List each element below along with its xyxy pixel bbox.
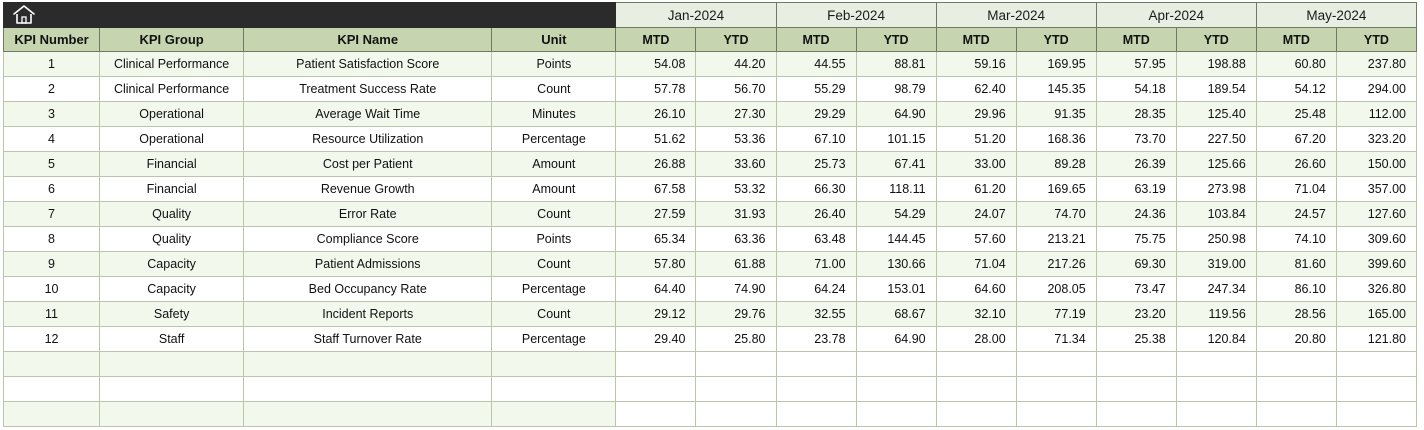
- cell-value: 67.58: [616, 177, 696, 202]
- cell-value: 319.00: [1176, 252, 1256, 277]
- cell-value: 71.00: [776, 252, 856, 277]
- cell-kpi-name: Staff Turnover Rate: [244, 327, 492, 352]
- cell-empty: [492, 402, 616, 427]
- table-row-empty: [4, 377, 1417, 402]
- cell-value: 208.05: [1016, 277, 1096, 302]
- cell-kpi-group: Capacity: [100, 277, 244, 302]
- cell-empty: [936, 377, 1016, 402]
- cell-value: 326.80: [1336, 277, 1416, 302]
- cell-kpi-name: Compliance Score: [244, 227, 492, 252]
- cell-empty: [1256, 402, 1336, 427]
- cell-value: 71.04: [936, 252, 1016, 277]
- cell-value: 55.29: [776, 77, 856, 102]
- cell-kpi-number: 1: [4, 52, 100, 77]
- cell-empty: [244, 377, 492, 402]
- cell-unit: Amount: [492, 177, 616, 202]
- cell-value: 125.40: [1176, 102, 1256, 127]
- cell-kpi-name: Revenue Growth: [244, 177, 492, 202]
- table-header: [4, 3, 1417, 52]
- cell-empty: [1016, 377, 1096, 402]
- cell-value: 144.45: [856, 227, 936, 252]
- cell-value: 86.10: [1256, 277, 1336, 302]
- table-row: [4, 77, 1417, 102]
- cell-value: 64.40: [616, 277, 696, 302]
- cell-empty: [4, 402, 100, 427]
- col-header-unit[interactable]: Unit: [492, 28, 616, 52]
- cell-value: 25.48: [1256, 102, 1336, 127]
- cell-value: 29.12: [616, 302, 696, 327]
- cell-unit: Percentage: [492, 127, 616, 152]
- cell-value: 73.70: [1096, 127, 1176, 152]
- cell-value: 73.47: [1096, 277, 1176, 302]
- table-row: [4, 177, 1417, 202]
- cell-empty: [100, 352, 244, 377]
- month-band-feb: Feb-2024: [776, 3, 936, 28]
- cell-unit: Count: [492, 77, 616, 102]
- cell-unit: Points: [492, 227, 616, 252]
- cell-value: 44.20: [696, 52, 776, 77]
- month-band-mar: Mar-2024: [936, 3, 1096, 28]
- cell-value: 237.80: [1336, 52, 1416, 77]
- cell-kpi-name: Patient Satisfaction Score: [244, 52, 492, 77]
- col-header-may-ytd[interactable]: YTD: [1336, 28, 1416, 52]
- cell-value: 165.00: [1336, 302, 1416, 327]
- cell-value: 323.20: [1336, 127, 1416, 152]
- cell-value: 20.80: [1256, 327, 1336, 352]
- cell-value: 74.70: [1016, 202, 1096, 227]
- cell-value: 59.16: [936, 52, 1016, 77]
- cell-unit: Count: [492, 252, 616, 277]
- cell-kpi-name: Average Wait Time: [244, 102, 492, 127]
- cell-value: 24.57: [1256, 202, 1336, 227]
- cell-value: 213.21: [1016, 227, 1096, 252]
- cell-empty: [244, 352, 492, 377]
- month-band-apr: Apr-2024: [1096, 3, 1256, 28]
- cell-value: 81.60: [1256, 252, 1336, 277]
- cell-value: 27.30: [696, 102, 776, 127]
- col-header-kpi-name[interactable]: KPI Name: [244, 28, 492, 52]
- cell-value: 26.60: [1256, 152, 1336, 177]
- cell-value: 130.66: [856, 252, 936, 277]
- cell-value: 64.90: [856, 102, 936, 127]
- cell-value: 67.20: [1256, 127, 1336, 152]
- table-row: [4, 127, 1417, 152]
- cell-kpi-group: Operational: [100, 102, 244, 127]
- cell-unit: Percentage: [492, 277, 616, 302]
- cell-unit: Count: [492, 202, 616, 227]
- cell-empty: [1256, 352, 1336, 377]
- cell-value: 56.70: [696, 77, 776, 102]
- cell-value: 26.40: [776, 202, 856, 227]
- cell-empty: [1176, 352, 1256, 377]
- col-header-apr-mtd[interactable]: MTD: [1096, 28, 1176, 52]
- cell-value: 227.50: [1176, 127, 1256, 152]
- cell-value: 68.67: [856, 302, 936, 327]
- cell-value: 61.88: [696, 252, 776, 277]
- cell-value: 118.11: [856, 177, 936, 202]
- cell-empty: [1176, 377, 1256, 402]
- cell-value: 63.36: [696, 227, 776, 252]
- kpi-table: [3, 2, 1417, 427]
- cell-value: 357.00: [1336, 177, 1416, 202]
- cell-kpi-number: 5: [4, 152, 100, 177]
- col-header-kpi-group[interactable]: KPI Group: [100, 28, 244, 52]
- cell-value: 89.28: [1016, 152, 1096, 177]
- col-header-apr-ytd[interactable]: YTD: [1176, 28, 1256, 52]
- table-row: [4, 152, 1417, 177]
- cell-value: 250.98: [1176, 227, 1256, 252]
- cell-value: 189.54: [1176, 77, 1256, 102]
- kpi-dashboard: [0, 2, 1424, 430]
- cell-value: 54.18: [1096, 77, 1176, 102]
- cell-value: 198.88: [1176, 52, 1256, 77]
- cell-unit: Count: [492, 302, 616, 327]
- cell-value: 71.04: [1256, 177, 1336, 202]
- cell-value: 67.10: [776, 127, 856, 152]
- cell-kpi-number: 6: [4, 177, 100, 202]
- cell-empty: [1096, 402, 1176, 427]
- cell-value: 101.15: [856, 127, 936, 152]
- cell-value: 29.76: [696, 302, 776, 327]
- cell-value: 27.59: [616, 202, 696, 227]
- cell-value: 294.00: [1336, 77, 1416, 102]
- cell-empty: [936, 352, 1016, 377]
- cell-value: 75.75: [1096, 227, 1176, 252]
- cell-value: 150.00: [1336, 152, 1416, 177]
- cell-value: 169.95: [1016, 52, 1096, 77]
- cell-empty: [696, 352, 776, 377]
- cell-empty: [492, 352, 616, 377]
- cell-value: 77.19: [1016, 302, 1096, 327]
- cell-value: 309.60: [1336, 227, 1416, 252]
- column-header-row: [4, 28, 1417, 52]
- cell-value: 31.93: [696, 202, 776, 227]
- cell-value: 64.90: [856, 327, 936, 352]
- month-band-row: [4, 3, 1417, 28]
- cell-value: 74.10: [1256, 227, 1336, 252]
- cell-kpi-number: 4: [4, 127, 100, 152]
- cell-empty: [696, 377, 776, 402]
- cell-kpi-number: 11: [4, 302, 100, 327]
- cell-value: 26.39: [1096, 152, 1176, 177]
- col-header-jan-mtd[interactable]: MTD: [616, 28, 696, 52]
- cell-value: 29.29: [776, 102, 856, 127]
- cell-value: 26.88: [616, 152, 696, 177]
- cell-value: 66.30: [776, 177, 856, 202]
- cell-value: 54.08: [616, 52, 696, 77]
- cell-empty: [856, 352, 936, 377]
- cell-kpi-group: Financial: [100, 177, 244, 202]
- cell-kpi-name: Resource Utilization: [244, 127, 492, 152]
- cell-empty: [776, 377, 856, 402]
- table-row: [4, 227, 1417, 252]
- cell-empty: [1016, 402, 1096, 427]
- table-row-empty: [4, 402, 1417, 427]
- cell-value: 127.60: [1336, 202, 1416, 227]
- cell-value: 28.35: [1096, 102, 1176, 127]
- cell-kpi-group: Safety: [100, 302, 244, 327]
- cell-kpi-group: Quality: [100, 202, 244, 227]
- cell-kpi-group: Quality: [100, 227, 244, 252]
- cell-value: 145.35: [1016, 77, 1096, 102]
- cell-value: 33.60: [696, 152, 776, 177]
- home-icon: [12, 4, 36, 26]
- cell-empty: [1016, 352, 1096, 377]
- cell-value: 88.81: [856, 52, 936, 77]
- cell-value: 44.55: [776, 52, 856, 77]
- table-row: [4, 327, 1417, 352]
- cell-empty: [100, 402, 244, 427]
- cell-empty: [1176, 402, 1256, 427]
- cell-kpi-name: Treatment Success Rate: [244, 77, 492, 102]
- cell-value: 153.01: [856, 277, 936, 302]
- col-header-kpi-number[interactable]: KPI Number: [4, 28, 100, 52]
- cell-value: 103.84: [1176, 202, 1256, 227]
- cell-kpi-name: Incident Reports: [244, 302, 492, 327]
- cell-kpi-name: Bed Occupancy Rate: [244, 277, 492, 302]
- table-row: [4, 102, 1417, 127]
- cell-kpi-group: Staff: [100, 327, 244, 352]
- cell-value: 74.90: [696, 277, 776, 302]
- table-body: [4, 52, 1417, 427]
- cell-value: 273.98: [1176, 177, 1256, 202]
- cell-value: 168.36: [1016, 127, 1096, 152]
- table-row: [4, 277, 1417, 302]
- cell-empty: [616, 352, 696, 377]
- cell-value: 63.19: [1096, 177, 1176, 202]
- cell-value: 24.07: [936, 202, 1016, 227]
- cell-empty: [776, 402, 856, 427]
- cell-kpi-number: 8: [4, 227, 100, 252]
- cell-value: 169.65: [1016, 177, 1096, 202]
- cell-value: 57.78: [616, 77, 696, 102]
- month-band-may: May-2024: [1256, 3, 1416, 28]
- cell-value: 61.20: [936, 177, 1016, 202]
- cell-kpi-number: 3: [4, 102, 100, 127]
- cell-empty: [776, 352, 856, 377]
- cell-value: 63.48: [776, 227, 856, 252]
- cell-value: 26.10: [616, 102, 696, 127]
- month-band-jan: Jan-2024: [616, 3, 776, 28]
- cell-value: 217.26: [1016, 252, 1096, 277]
- cell-empty: [936, 402, 1016, 427]
- table-row: [4, 302, 1417, 327]
- table-row: [4, 52, 1417, 77]
- cell-kpi-group: Clinical Performance: [100, 77, 244, 102]
- cell-kpi-number: 2: [4, 77, 100, 102]
- table-row: [4, 202, 1417, 227]
- cell-empty: [1096, 352, 1176, 377]
- cell-value: 24.36: [1096, 202, 1176, 227]
- cell-value: 98.79: [856, 77, 936, 102]
- cell-unit: Points: [492, 52, 616, 77]
- cell-kpi-group: Clinical Performance: [100, 52, 244, 77]
- cell-value: 57.95: [1096, 52, 1176, 77]
- cell-value: 67.41: [856, 152, 936, 177]
- cell-empty: [1256, 377, 1336, 402]
- cell-value: 25.73: [776, 152, 856, 177]
- cell-empty: [1336, 402, 1416, 427]
- cell-value: 28.00: [936, 327, 1016, 352]
- cell-empty: [492, 377, 616, 402]
- cell-kpi-group: Operational: [100, 127, 244, 152]
- cell-empty: [100, 377, 244, 402]
- cell-empty: [1096, 377, 1176, 402]
- cell-empty: [616, 402, 696, 427]
- col-header-mar-mtd[interactable]: MTD: [936, 28, 1016, 52]
- cell-empty: [856, 402, 936, 427]
- cell-empty: [1336, 352, 1416, 377]
- col-header-feb-mtd[interactable]: MTD: [776, 28, 856, 52]
- cell-value: 57.60: [936, 227, 1016, 252]
- home-button[interactable]: [4, 3, 616, 28]
- table-row: [4, 252, 1417, 277]
- cell-kpi-name: Cost per Patient: [244, 152, 492, 177]
- cell-value: 28.56: [1256, 302, 1336, 327]
- col-header-may-mtd[interactable]: MTD: [1256, 28, 1336, 52]
- cell-empty: [696, 402, 776, 427]
- cell-value: 23.78: [776, 327, 856, 352]
- cell-value: 125.66: [1176, 152, 1256, 177]
- cell-value: 112.00: [1336, 102, 1416, 127]
- cell-empty: [1336, 377, 1416, 402]
- cell-value: 64.24: [776, 277, 856, 302]
- cell-value: 119.56: [1176, 302, 1256, 327]
- cell-empty: [4, 377, 100, 402]
- cell-value: 53.36: [696, 127, 776, 152]
- cell-unit: Percentage: [492, 327, 616, 352]
- cell-empty: [856, 377, 936, 402]
- cell-kpi-name: Patient Admissions: [244, 252, 492, 277]
- cell-kpi-number: 7: [4, 202, 100, 227]
- cell-value: 91.35: [1016, 102, 1096, 127]
- cell-kpi-name: Error Rate: [244, 202, 492, 227]
- col-header-mar-ytd[interactable]: YTD: [1016, 28, 1096, 52]
- cell-value: 69.30: [1096, 252, 1176, 277]
- cell-value: 64.60: [936, 277, 1016, 302]
- cell-value: 71.34: [1016, 327, 1096, 352]
- cell-value: 33.00: [936, 152, 1016, 177]
- cell-value: 399.60: [1336, 252, 1416, 277]
- cell-value: 25.38: [1096, 327, 1176, 352]
- cell-unit: Amount: [492, 152, 616, 177]
- cell-value: 54.12: [1256, 77, 1336, 102]
- cell-value: 65.34: [616, 227, 696, 252]
- cell-empty: [4, 352, 100, 377]
- cell-value: 29.40: [616, 327, 696, 352]
- cell-empty: [616, 377, 696, 402]
- cell-value: 32.10: [936, 302, 1016, 327]
- cell-value: 120.84: [1176, 327, 1256, 352]
- cell-value: 247.34: [1176, 277, 1256, 302]
- col-header-feb-ytd[interactable]: YTD: [856, 28, 936, 52]
- cell-value: 51.62: [616, 127, 696, 152]
- col-header-jan-ytd[interactable]: YTD: [696, 28, 776, 52]
- cell-empty: [244, 402, 492, 427]
- cell-kpi-number: 9: [4, 252, 100, 277]
- cell-value: 23.20: [1096, 302, 1176, 327]
- cell-value: 57.80: [616, 252, 696, 277]
- cell-value: 29.96: [936, 102, 1016, 127]
- cell-value: 121.80: [1336, 327, 1416, 352]
- table-row-empty: [4, 352, 1417, 377]
- cell-value: 60.80: [1256, 52, 1336, 77]
- cell-kpi-group: Capacity: [100, 252, 244, 277]
- cell-value: 51.20: [936, 127, 1016, 152]
- cell-value: 62.40: [936, 77, 1016, 102]
- cell-value: 53.32: [696, 177, 776, 202]
- cell-value: 25.80: [696, 327, 776, 352]
- cell-kpi-number: 10: [4, 277, 100, 302]
- cell-value: 32.55: [776, 302, 856, 327]
- cell-kpi-number: 12: [4, 327, 100, 352]
- cell-value: 54.29: [856, 202, 936, 227]
- cell-kpi-group: Financial: [100, 152, 244, 177]
- cell-unit: Minutes: [492, 102, 616, 127]
